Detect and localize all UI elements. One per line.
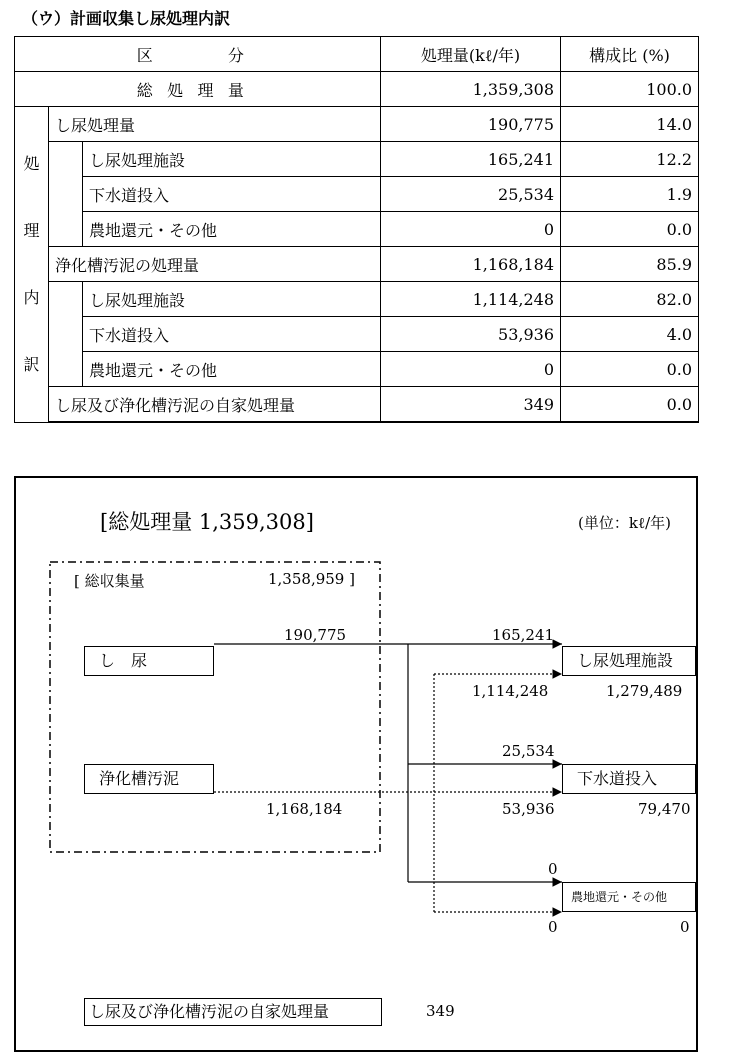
row-volume: 1,114,248 xyxy=(381,282,561,317)
sludge-ratio: 85.9 xyxy=(561,247,699,282)
row-volume: 53,936 xyxy=(381,317,561,352)
farm-from-night-soil: 0 xyxy=(548,860,558,878)
night-soil-label: し尿処理量 xyxy=(49,107,381,142)
sludge-volume: 1,168,184 xyxy=(381,247,561,282)
indent-cell xyxy=(49,142,83,247)
flow-diagram xyxy=(14,476,698,1052)
unit-label: (単位：kℓ/年) xyxy=(578,514,672,532)
row-ratio: 12.2 xyxy=(561,142,699,177)
self-treatment-box: し尿及び浄化槽汚泥の自家処理量 xyxy=(84,998,382,1026)
row-volume: 25,534 xyxy=(381,177,561,212)
row-label: 下水道投入 xyxy=(83,177,381,212)
breakdown-table xyxy=(14,36,699,423)
side-label-char: 理 xyxy=(23,220,40,240)
dest-sewer-box: 下水道投入 xyxy=(562,764,696,794)
side-label-char: 内 xyxy=(23,287,40,307)
table-row-sludge xyxy=(15,247,699,282)
row-volume: 0 xyxy=(381,212,561,247)
total-volume: 1,359,308 xyxy=(381,72,561,107)
side-label-char: 処 xyxy=(23,153,40,173)
table-header-row xyxy=(15,37,699,72)
header-category: 区 分 xyxy=(15,37,381,72)
self-volume: 349 xyxy=(381,387,561,423)
night-soil-value: 190,775 xyxy=(284,626,347,644)
row-ratio: 0.0 xyxy=(561,212,699,247)
sludge-label: 浄化槽汚泥の処理量 xyxy=(49,247,381,282)
row-volume: 0 xyxy=(381,352,561,387)
row-label: 農地還元・その他 xyxy=(83,212,381,247)
collected-label: [ 総収集量 xyxy=(74,572,145,590)
source-sludge-box: 浄化槽汚泥 xyxy=(84,764,214,794)
farm-from-sludge: 0 xyxy=(548,918,558,936)
table-row xyxy=(15,352,699,387)
farm-total: 0 xyxy=(680,918,690,936)
table-row-night-soil xyxy=(15,107,699,142)
row-ratio: 4.0 xyxy=(561,317,699,352)
night-soil-ratio: 14.0 xyxy=(561,107,699,142)
self-ratio: 0.0 xyxy=(561,387,699,423)
table-row xyxy=(15,142,699,177)
dest-facility-box: し尿処理施設 xyxy=(562,646,696,676)
total-label: 総処理量 xyxy=(15,72,381,107)
sewer-from-night-soil: 25,534 xyxy=(502,742,555,760)
facility-from-sludge: 1,114,248 xyxy=(472,682,549,700)
facility-from-night-soil: 165,241 xyxy=(492,626,555,644)
table-row-self xyxy=(15,387,699,423)
side-label xyxy=(15,107,49,423)
table-row xyxy=(15,317,699,352)
total-ratio: 100.0 xyxy=(561,72,699,107)
sewer-total: 79,470 xyxy=(638,800,691,818)
collected-value: 1,358,959 ] xyxy=(268,570,355,588)
header-volume: 処理量(kℓ/年) xyxy=(381,37,561,72)
sewer-from-sludge: 53,936 xyxy=(502,800,555,818)
side-label-char: 訳 xyxy=(23,354,40,374)
diagram-total-label: [総処理量 1,359,308] xyxy=(100,510,314,534)
facility-total: 1,279,489 xyxy=(606,682,683,700)
row-ratio: 0.0 xyxy=(561,352,699,387)
row-ratio: 82.0 xyxy=(561,282,699,317)
dest-farm-box: 農地還元・その他 xyxy=(562,882,696,912)
source-night-soil-box: し 尿 xyxy=(84,646,214,676)
night-soil-volume: 190,775 xyxy=(381,107,561,142)
section-heading: （ウ）計画収集し尿処理内訳 xyxy=(22,9,231,28)
table-row-total xyxy=(15,72,699,107)
table-row xyxy=(15,212,699,247)
row-label: し尿処理施設 xyxy=(83,142,381,177)
indent-cell xyxy=(49,282,83,387)
row-volume: 165,241 xyxy=(381,142,561,177)
header-ratio: 構成比 (%) xyxy=(561,37,699,72)
row-label: 農地還元・その他 xyxy=(83,352,381,387)
self-treatment-value: 349 xyxy=(426,1002,455,1020)
row-label: し尿処理施設 xyxy=(83,282,381,317)
table-row xyxy=(15,177,699,212)
row-label: 下水道投入 xyxy=(83,317,381,352)
self-label: し尿及び浄化槽汚泥の自家処理量 xyxy=(49,387,381,423)
table-row xyxy=(15,282,699,317)
row-ratio: 1.9 xyxy=(561,177,699,212)
sludge-value: 1,168,184 xyxy=(266,800,343,818)
